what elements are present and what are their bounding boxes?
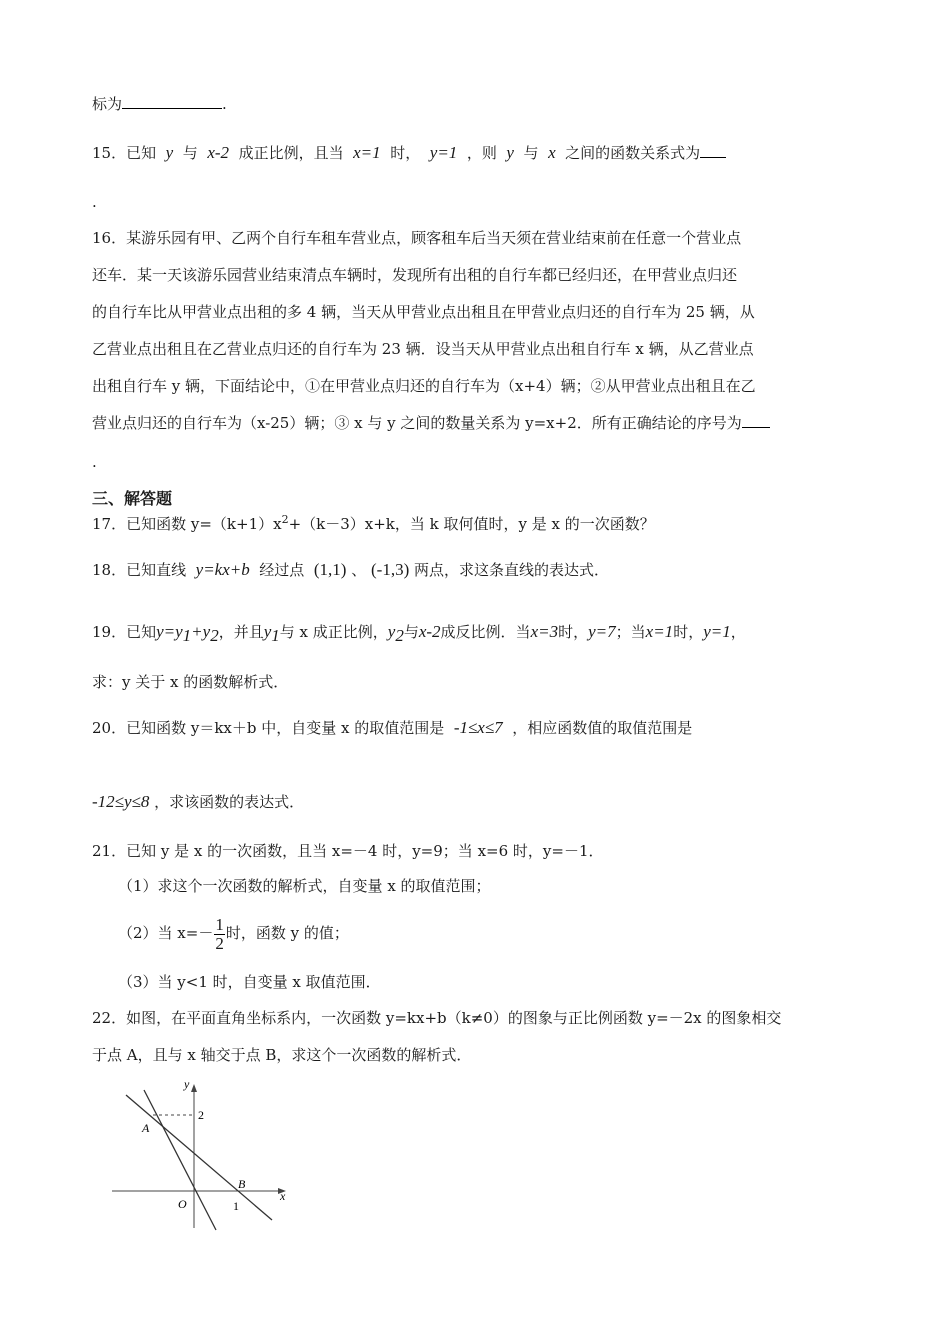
q19-text-d: 与 xyxy=(403,623,419,641)
y-axis-arrow xyxy=(191,1084,197,1092)
q19-number: 19． xyxy=(92,623,127,641)
q21-part-2 xyxy=(118,913,349,953)
q17-text-a: 已知函数 y=（k+1）x xyxy=(126,515,282,533)
q18-equation: y=kx+b xyxy=(195,560,250,579)
q19-eq-y: y=y xyxy=(156,622,183,641)
q16-line-2: 还车．某一天该游乐园营业结束清点车辆时，发现所有出租的自行车都已经归还，在甲营业点归还 xyxy=(92,266,738,284)
q19-y1: y xyxy=(263,622,272,641)
q17-number: 17． xyxy=(92,515,127,533)
q19-x-eq-1: x=1 xyxy=(645,622,674,641)
q16-text-1: 某游乐园有甲、乙两个自行车租车营业点，顾客租车后当天须在营业结束前在任意一个营业点 xyxy=(126,229,742,247)
q21-fraction-denominator: 2 xyxy=(215,933,224,953)
q18-number: 18． xyxy=(92,561,127,579)
q21-part-1: （1）求这个一次函数的解析式，自变量 x 的取值范围； xyxy=(118,877,491,895)
q17-superscript: 2 xyxy=(281,513,289,526)
q14-end: . xyxy=(222,95,227,113)
q15-y-eq-1: y=1 xyxy=(429,143,458,162)
q15-text-1: 已知 xyxy=(126,144,157,162)
q16-answer-blank[interactable] xyxy=(742,413,770,428)
q21-fraction xyxy=(214,916,225,953)
question-15 xyxy=(92,143,726,163)
coordinate-figure xyxy=(106,1078,306,1238)
q20-range-x: -1≤x≤7 xyxy=(453,718,503,737)
label-x: x xyxy=(280,1189,286,1203)
q18-point-1: (1,1) xyxy=(313,560,347,579)
q15-x-minus-2: x-2 xyxy=(207,143,230,162)
q19-text-c: 与 x 成正比例， xyxy=(279,623,388,641)
q18-text-c: 、 xyxy=(351,561,367,579)
q19-text-i: ， xyxy=(730,623,746,641)
q21-stem-text: 已知 y 是 x 的一次函数，且当 x=－4 时，y=9；当 x=6 时，y=－1． xyxy=(126,842,604,860)
q16-line-5: 出租自行车 y 辆，下面结论中，①在甲营业点归还的自行车为（x+4）辆；②从甲营业点出租且在乙 xyxy=(92,377,756,395)
q19-text-e: 成反比例．当 xyxy=(440,623,531,641)
q19-x-eq-3: x=3 xyxy=(530,622,559,641)
q22-text-1: 如图，在平面直角坐标系内，一次函数 y=kx+b（k≠0）的图象与正比例函数 y=－2x 的图象相交 xyxy=(126,1009,782,1027)
q19-text-f: 时， xyxy=(558,623,589,641)
q15-end: . xyxy=(92,193,97,211)
q19-sub-4: 2 xyxy=(395,626,404,645)
q18-text-b: 经过点 xyxy=(259,561,305,579)
q15-text-5: ，则 xyxy=(466,144,497,162)
label-B: B xyxy=(238,1177,246,1191)
q15-x-2: x xyxy=(548,143,556,162)
q19-y2: y xyxy=(387,622,396,641)
q19-eq-plus: +y xyxy=(191,622,211,641)
q20-text-a: 已知函数 y＝kx＋b 中，自变量 x 的取值范围是 xyxy=(126,719,445,737)
q16-line-4: 乙营业点出租且在乙营业点归还的自行车为 23 辆．设当天从甲营业点出租自行车 x 辆，从乙营业点 xyxy=(92,340,754,358)
q14-tail xyxy=(92,94,227,114)
q15-number: 15． xyxy=(92,144,127,162)
q20-text-b: ，相应函数值的取值范围是 xyxy=(512,719,693,737)
q16-line-6 xyxy=(92,413,770,433)
q16-end: . xyxy=(92,453,97,471)
q21-fraction-numerator: 1 xyxy=(215,914,224,934)
q15-text-3: 成正比例，且当 xyxy=(238,144,344,162)
q20-line-2 xyxy=(92,792,304,812)
q14-text: 标为 xyxy=(92,95,123,113)
q19-sub-2: 2 xyxy=(210,626,219,645)
q21-part-2-text-b: 时，函数 y 的值； xyxy=(225,924,349,942)
q19-text-h: 时， xyxy=(673,623,704,641)
section-heading-answers: 三、解答题 xyxy=(92,489,173,508)
q21-part-2-text-a: （2）当 x=－ xyxy=(118,924,214,942)
q22-line-1 xyxy=(92,1008,781,1028)
q21-stem xyxy=(92,841,604,861)
q19-line-1 xyxy=(92,622,746,646)
q15-text-7: 之间的函数关系式为 xyxy=(565,144,701,162)
q20-line-1 xyxy=(92,718,692,738)
q15-text-2: 与 xyxy=(182,144,198,162)
q15-text-6: 与 xyxy=(523,144,539,162)
q15-y: y xyxy=(165,143,174,162)
q19-y-eq-7: y=7 xyxy=(588,622,616,641)
q19-sub-3: 1 xyxy=(271,626,280,645)
q16-text-6: 营业点归还的自行车为（x-25）辆；③ x 与 y 之间的数量关系为 y=x+2．所有正确结论的序号为 xyxy=(92,414,742,432)
question-17 xyxy=(92,510,655,534)
label-1: 1 xyxy=(233,1199,239,1213)
q21-number: 21． xyxy=(92,842,127,860)
q16-line-3: 的自行车比从甲营业点出租的多 4 辆，当天从甲营业点出租且在甲营业点归还的自行车为 25 辆，从 xyxy=(92,303,755,321)
q19-sub-1: 1 xyxy=(182,626,192,645)
q15-y-2: y xyxy=(506,143,514,162)
q15-x-eq-1: x=1 xyxy=(353,143,381,162)
q20-text-c: ，求该函数的表达式． xyxy=(154,793,305,811)
q22-line-2: 于点 A，且与 x 轴交于点 B，求这个一次函数的解析式． xyxy=(92,1046,472,1064)
q18-text-a: 已知直线 xyxy=(126,561,187,579)
label-y: y xyxy=(184,1078,190,1091)
label-A: A xyxy=(142,1121,150,1135)
q17-text-b: +（k－3）x+k，当 k 取何值时，y 是 x 的一次函数？ xyxy=(288,515,655,533)
q21-part-3: （3）当 y<1 时，自变量 x 取值范围． xyxy=(118,973,381,991)
q16-number: 16． xyxy=(92,229,127,247)
q19-text-b: ，并且 xyxy=(218,623,264,641)
q15-answer-blank[interactable] xyxy=(700,143,726,158)
q18-point-2: (-1,3) xyxy=(371,560,410,579)
q20-number: 20． xyxy=(92,719,127,737)
label-2: 2 xyxy=(198,1108,204,1122)
q19-text-a: 已知 xyxy=(126,623,157,641)
q19-y-eq-1: y=1 xyxy=(703,622,731,641)
q19-text-g: ；当 xyxy=(615,623,646,641)
q18-text-d: 两点，求这条直线的表达式． xyxy=(414,561,610,579)
label-O: O xyxy=(178,1197,187,1211)
q15-text-4: 时， xyxy=(390,144,421,162)
q22-number: 22． xyxy=(92,1009,127,1027)
question-18 xyxy=(92,560,609,580)
q19-line-2: 求：y 关于 x 的函数解析式． xyxy=(92,673,289,691)
q16-line-1 xyxy=(92,228,741,248)
q14-answer-blank[interactable] xyxy=(122,94,222,109)
q20-range-y: -12≤y≤8 xyxy=(92,792,150,811)
q19-x-minus-2: x-2 xyxy=(418,622,441,641)
